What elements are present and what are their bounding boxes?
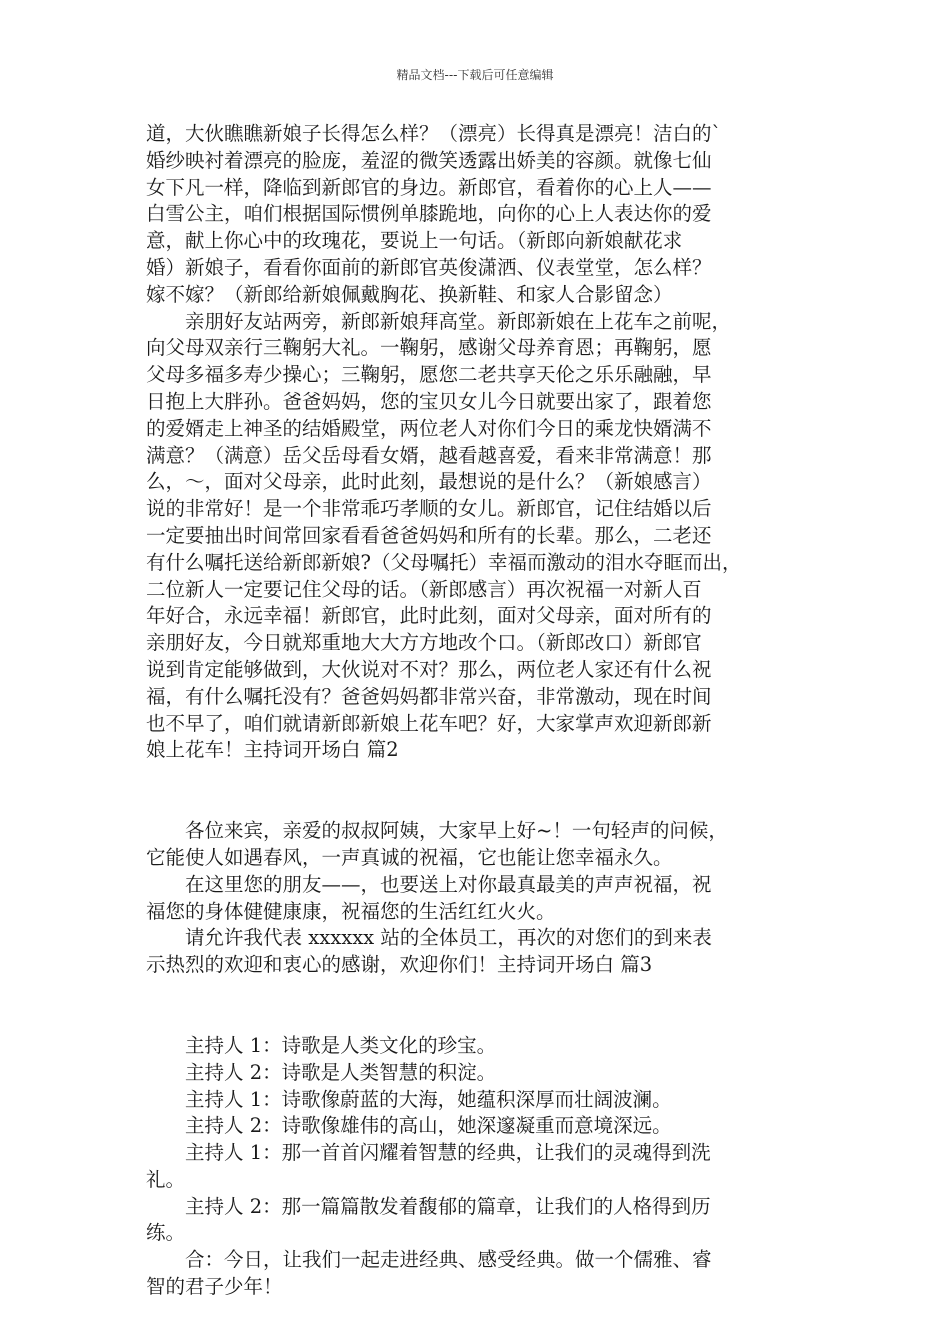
page-header: 精品文档---下载后可任意编辑 <box>396 68 554 82</box>
text-line: 也不早了，咱们就请新郎新娘上花车吧？好，大家掌声欢迎新郎新 <box>146 711 712 735</box>
paragraph-3 <box>146 818 812 872</box>
text-line: 主持人 2：诗歌像雄伟的高山，她深邃凝重而意境深远。 <box>185 1114 672 1138</box>
host-line <box>146 1060 812 1087</box>
text-line: 主持人 2：那一篇篇散发着馥郁的篇章，让我们的人格得到历 <box>185 1194 711 1218</box>
text-line: 主持人 2：诗歌是人类智慧的积淀。 <box>185 1060 497 1084</box>
text-line: 二位新人一定要记住父母的话。（新郎感言）再次祝福一对新人百 <box>146 577 702 601</box>
text-line: 婚）新娘子，看看你面前的新郎官英俊潇洒、仪表堂堂，怎么样？ <box>146 255 712 279</box>
text-line: 亲朋好友站两旁，新郎新娘拜高堂。新郎新娘在上花车之前呢， <box>185 309 732 333</box>
host-line <box>146 1140 812 1194</box>
document-body <box>146 121 812 1301</box>
text-line: 父母多福多寿少操心；三鞠躬，愿您二老共享天伦之乐乐融融，早 <box>146 363 712 387</box>
text-line: 在这里您的朋友——，也要送上对你最真最美的声声祝福，祝 <box>185 872 712 896</box>
text-line: 有什么嘱托送给新郎新娘?（父母嘱托）幸福而激动的泪水夺眶而出， <box>146 550 742 574</box>
text-line: 日抱上大胖孙。爸爸妈妈，您的宝贝女儿今日就要出家了，跟着您 <box>146 389 712 413</box>
paragraph-2 <box>146 309 812 765</box>
paragraph-1 <box>146 121 812 309</box>
text-line: 年好合，永远幸福！新郎官，此时此刻，面对父母亲，面对所有的 <box>146 604 712 628</box>
text-line: 福，有什么嘱托没有？爸爸妈妈都非常兴奋，非常激动，现在时间 <box>146 684 712 708</box>
text-line: 满意？（满意）岳父岳母看女婿，越看越喜爱，看来非常满意！那 <box>146 443 712 467</box>
text-line: 婚纱映衬着漂亮的脸庞，羞涩的微笑透露出娇美的容颜。就像七仙 <box>146 148 712 172</box>
text-line: 向父母双亲行三鞠躬大礼。一鞠躬，感谢父母养育恩；再鞠躬，愿 <box>146 336 712 360</box>
paragraph-5 <box>146 925 812 979</box>
text-line: 道，大伙瞧瞧新娘子长得怎么样？（漂亮）长得真是漂亮！洁白的` <box>146 122 722 145</box>
text-line: 白雪公主，咱们根据国际惯例单膝跪地，向你的心上人表达你的爱 <box>146 202 712 226</box>
text-line: 请允许我代表 xxxxxx 站的全体员工，再次的对您们的到来表 <box>185 926 712 950</box>
text-line: 各位来宾，亲爱的叔叔阿姨，大家早上好~！一句轻声的问候， <box>185 819 728 843</box>
text-line: 亲朋好友，今日就郑重地大大方方地改个口。（新郎改口）新郎官 <box>146 631 702 655</box>
text-line: 合：今日，让我们一起走进经典、感受经典。做一个儒雅、睿 <box>185 1248 712 1272</box>
text-line: 主持人 1：那一首首闪耀着智慧的经典，让我们的灵魂得到洗 <box>185 1141 711 1165</box>
text-line: 意，献上你心中的玫瑰花，要说上一句话。（新郎向新娘献花求 <box>146 229 683 253</box>
host-dialogue <box>146 1033 812 1301</box>
text-line: 示热烈的欢迎和衷心的感谢，欢迎你们！主持词开场白 篇3 <box>146 953 653 977</box>
text-line: 说到肯定能够做到，大伙说对不对？那么，两位老人家还有什么祝 <box>146 657 712 681</box>
host-line <box>146 1194 812 1248</box>
text-line: 它能使人如遇春风，一声真诚的祝福，它也能让您幸福永久。 <box>146 845 673 869</box>
text-line: 主持人 1：诗歌是人类文化的珍宝。 <box>185 1033 497 1057</box>
text-line: 一定要抽出时间常回家看看爸爸妈妈和所有的长辈。那么，二老还 <box>146 523 712 547</box>
host-line <box>146 1113 812 1140</box>
host-line <box>146 1087 812 1114</box>
host-line <box>146 1033 812 1060</box>
text-line: 说的非常好！是一个非常乖巧孝顺的女儿。新郎官，记住结婚以后 <box>146 497 712 521</box>
text-line: 的爱婿走上神圣的结婚殿堂，两位老人对你们今日的乘龙快婿满不 <box>146 416 712 440</box>
host-line <box>146 1247 812 1301</box>
text-line: 主持人 1：诗歌像蔚蓝的大海，她蕴积深厚而壮阔波澜。 <box>185 1087 672 1111</box>
text-line: 福您的身体健健康康，祝福您的生活红红火火。 <box>146 899 556 923</box>
text-line: 礼。 <box>146 1167 186 1191</box>
text-line: 女下凡一样，降临到新郎官的身边。新郎官，看着你的心上人—— <box>146 175 712 199</box>
text-line: 智的君子少年！ <box>146 1275 283 1299</box>
text-line: 娘上花车！主持词开场白 篇2 <box>146 738 399 762</box>
text-line: 练。 <box>146 1221 186 1245</box>
text-line: 嫁不嫁？（新郎给新娘佩戴胸花、换新鞋、和家人合影留念） <box>146 282 673 306</box>
text-line: 么，～，面对父母亲，此时此刻，最想说的是什么？（新娘感言） <box>146 470 712 494</box>
paragraph-4 <box>146 872 812 926</box>
